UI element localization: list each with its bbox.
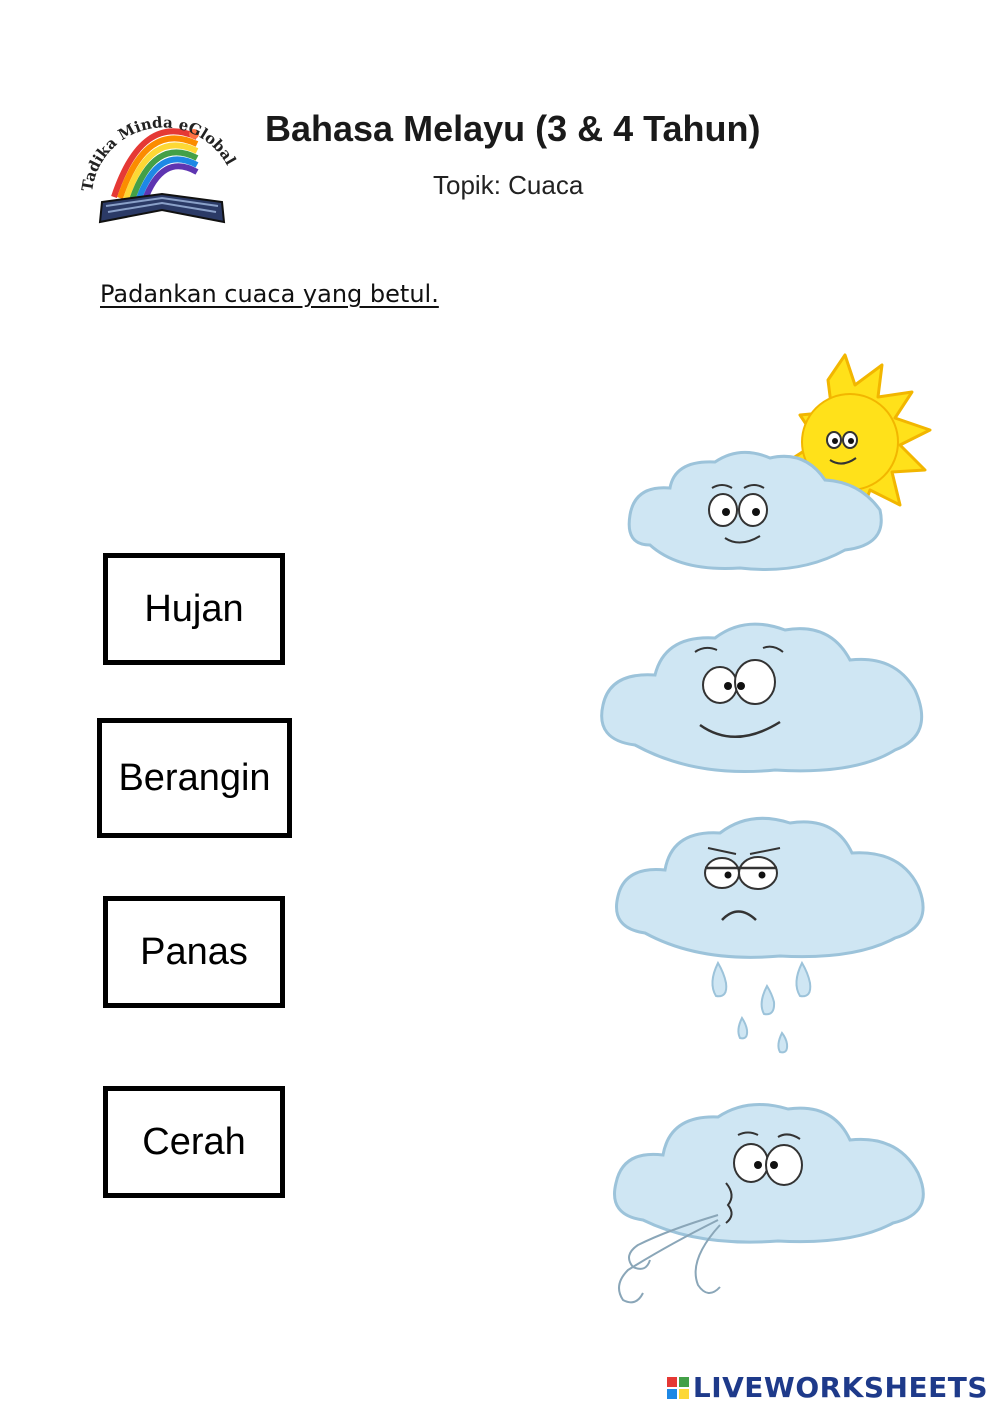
instruction-text: Padankan cuaca yang betul. bbox=[100, 280, 439, 308]
word-box-panas[interactable]: Panas bbox=[103, 896, 285, 1008]
brand-logo-icon bbox=[667, 1377, 689, 1399]
rain-cloud-icon[interactable] bbox=[610, 808, 935, 1058]
raindrops-icon bbox=[712, 963, 810, 1052]
word-box-hujan[interactable]: Hujan bbox=[103, 553, 285, 665]
page-title: Bahasa Melayu (3 & 4 Tahun) bbox=[265, 108, 761, 149]
windy-cloud-icon[interactable] bbox=[608, 1095, 938, 1315]
logo bbox=[72, 82, 252, 232]
liveworksheets-brand bbox=[667, 1371, 988, 1404]
sun-behind-cloud-icon[interactable] bbox=[620, 350, 940, 580]
topic-subtitle: Topik: Cuaca bbox=[433, 170, 584, 200]
word-box-berangin[interactable]: Berangin bbox=[97, 718, 292, 838]
smiling-cloud-icon[interactable] bbox=[595, 610, 935, 780]
word-box-cerah[interactable]: Cerah bbox=[103, 1086, 285, 1198]
logo-text: Tadika Minda eGlobal bbox=[78, 113, 240, 193]
brand-text: LIVEWORKSHEETS bbox=[692, 1371, 988, 1404]
